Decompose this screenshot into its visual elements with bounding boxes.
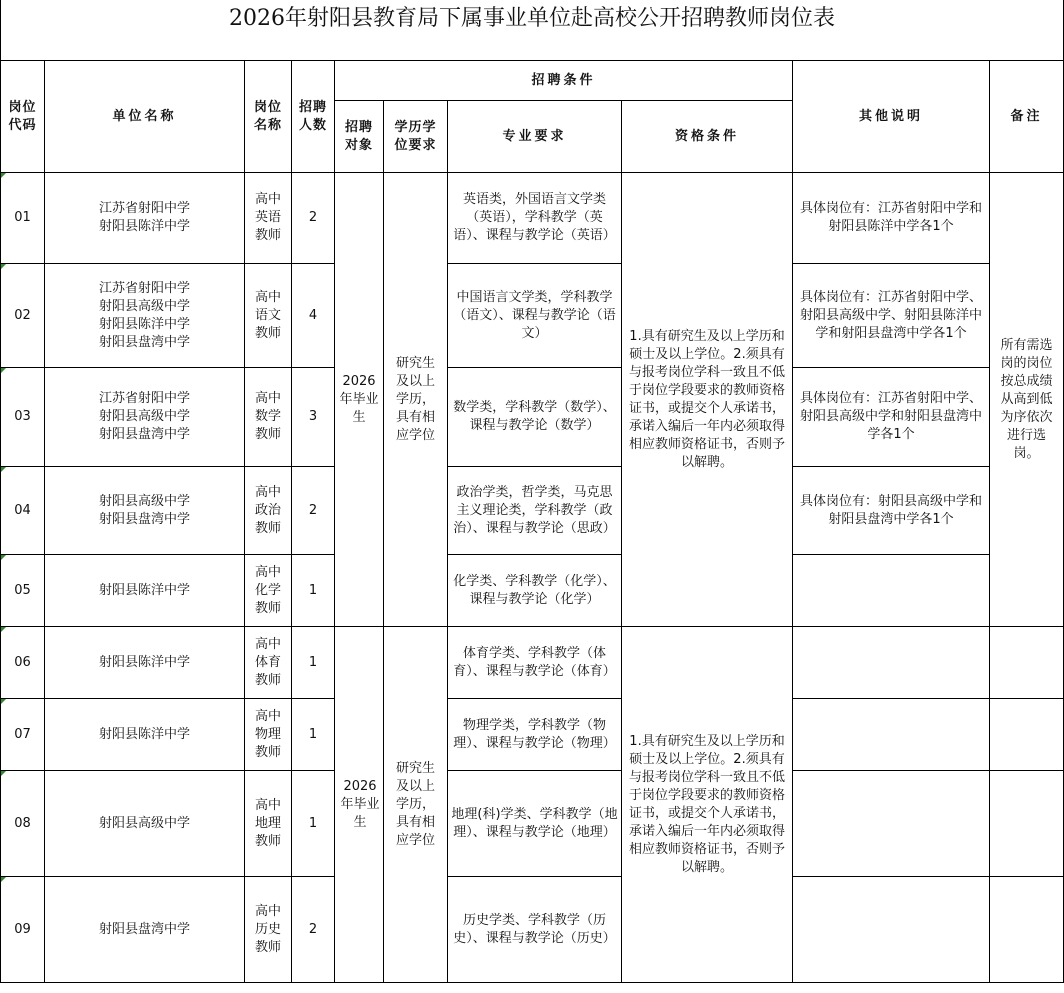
remark-cell [990, 771, 1064, 877]
table-row [1, 699, 1064, 771]
major-cell: 地理(科)学类、学科教学（地理）、课程与教学论（地理） [448, 771, 622, 877]
post-code-cell: 01 [1, 173, 45, 264]
table-row [1, 877, 1064, 983]
target-cell: 2026年毕业生 [335, 173, 384, 627]
header-recruit-count: 招聘人数 [292, 61, 335, 173]
post-name-cell: 高中数学教师 [245, 368, 292, 467]
post-code-cell: 09 [1, 877, 45, 983]
count-cell: 1 [292, 699, 335, 771]
table-row [1, 555, 1064, 627]
other-note-cell: 具体岗位有：射阳县高级中学和射阳县盘湾中学各1个 [793, 467, 990, 555]
qualification-cell: 1.具有研究生及以上学历和硕士及以上学位。2.须具有与报考岗位学科一致且不低于岗位学段要求的教师资格证书，或提交个人承诺书，承诺入编后一年内必须取得相应教师资格证书，否则予以解聘。 [622, 627, 793, 983]
other-note-cell [793, 627, 990, 699]
header-target: 招聘对象 [335, 101, 384, 173]
other-note-cell: 具体岗位有：江苏省射阳中学、射阳县高级中学、射阳县陈洋中学和射阳县盘湾中学各1个 [793, 264, 990, 368]
header-post-name: 岗位名称 [245, 61, 292, 173]
post-code-cell: 06 [1, 627, 45, 699]
table-row [1, 771, 1064, 877]
major-cell: 政治学类，哲学类，马克思主义理论类，学科教学（政治）、课程与教学论（思政） [448, 467, 622, 555]
major-cell: 英语类，外国语言文学类（英语），学科教学（英语）、课程与教学论（英语） [448, 173, 622, 264]
header-education: 学历学位要求 [384, 101, 448, 173]
post-name-cell: 高中体育教师 [245, 627, 292, 699]
other-note-cell [793, 555, 990, 627]
recruitment-table [0, 60, 1064, 983]
other-note-cell: 具体岗位有：江苏省射阳中学、射阳县高级中学和射阳县盘湾中学各1个 [793, 368, 990, 467]
count-cell: 3 [292, 368, 335, 467]
count-cell: 1 [292, 627, 335, 699]
post-name-cell: 高中语文教师 [245, 264, 292, 368]
header-major: 专业要求 [448, 101, 622, 173]
count-cell: 1 [292, 771, 335, 877]
table-row [1, 264, 1064, 368]
header-post-code: 岗位代码 [1, 61, 45, 173]
post-code-cell: 02 [1, 264, 45, 368]
post-code-cell: 05 [1, 555, 45, 627]
post-code-cell: 07 [1, 699, 45, 771]
unit-name-cell: 江苏省射阳中学 射阳县陈洋中学 [45, 173, 245, 264]
table-row [1, 467, 1064, 555]
education-cell: 研究生及以上学历，具有相应学位 [384, 173, 448, 627]
unit-name-cell: 射阳县陈洋中学 [45, 555, 245, 627]
major-cell: 中国语言文学类，学科教学（语文）、课程与教学论（语文） [448, 264, 622, 368]
page-title: 2026年射阳县教育局下属事业单位赴高校公开招聘教师岗位表 [0, 0, 1064, 60]
count-cell: 1 [292, 555, 335, 627]
unit-name-cell: 射阳县盘湾中学 [45, 877, 245, 983]
post-name-cell: 高中英语教师 [245, 173, 292, 264]
post-code-cell: 08 [1, 771, 45, 877]
unit-name-cell: 江苏省射阳中学 射阳县高级中学 射阳县陈洋中学 射阳县盘湾中学 [45, 264, 245, 368]
education-cell: 研究生及以上学历，具有相应学位 [384, 627, 448, 983]
other-note-cell: 具体岗位有：江苏省射阳中学和射阳县陈洋中学各1个 [793, 173, 990, 264]
count-cell: 4 [292, 264, 335, 368]
post-name-cell: 高中历史教师 [245, 877, 292, 983]
header-qualification: 资格条件 [622, 101, 793, 173]
target-cell: 2026年毕业生 [335, 627, 384, 983]
header-other: 其他说明 [793, 61, 990, 173]
post-name-cell: 高中化学教师 [245, 555, 292, 627]
unit-name-cell: 射阳县高级中学 [45, 771, 245, 877]
post-name-cell: 高中物理教师 [245, 699, 292, 771]
table-row [1, 173, 1064, 264]
remark-cell [990, 877, 1064, 983]
major-cell: 数学类，学科教学（数学）、课程与教学论（数学） [448, 368, 622, 467]
unit-name-cell: 射阳县陈洋中学 [45, 699, 245, 771]
unit-name-cell: 射阳县陈洋中学 [45, 627, 245, 699]
table-row [1, 627, 1064, 699]
post-name-cell: 高中政治教师 [245, 467, 292, 555]
other-note-cell [793, 699, 990, 771]
post-code-cell: 03 [1, 368, 45, 467]
major-cell: 体育学类、学科教学（体育）、课程与教学论（体育） [448, 627, 622, 699]
header-remark: 备注 [990, 61, 1064, 173]
header-conditions: 招聘条件 [335, 61, 793, 101]
count-cell: 2 [292, 467, 335, 555]
header-unit-name: 单位名称 [45, 61, 245, 173]
remark-cell [990, 699, 1064, 771]
count-cell: 2 [292, 877, 335, 983]
unit-name-cell: 江苏省射阳中学 射阳县高级中学 射阳县盘湾中学 [45, 368, 245, 467]
post-name-cell: 高中地理教师 [245, 771, 292, 877]
major-cell: 历史学类、学科教学（历史）、课程与教学论（历史） [448, 877, 622, 983]
remark-cell [990, 627, 1064, 699]
post-code-cell: 04 [1, 467, 45, 555]
unit-name-cell: 射阳县高级中学 射阳县盘湾中学 [45, 467, 245, 555]
table-row [1, 368, 1064, 467]
count-cell: 2 [292, 173, 335, 264]
major-cell: 化学类、学科教学（化学）、课程与教学论（化学） [448, 555, 622, 627]
other-note-cell [793, 877, 990, 983]
other-note-cell [793, 771, 990, 877]
qualification-cell: 1.具有研究生及以上学历和硕士及以上学位。2.须具有与报考岗位学科一致且不低于岗位学段要求的教师资格证书，或提交个人承诺书，承诺入编后一年内必须取得相应教师资格证书，否则予以解聘。 [622, 173, 793, 627]
remark-cell: 所有需选岗的岗位按总成绩从高到低为序依次进行选岗。 [990, 173, 1064, 627]
major-cell: 物理学类，学科教学（物理）、课程与教学论（物理） [448, 699, 622, 771]
